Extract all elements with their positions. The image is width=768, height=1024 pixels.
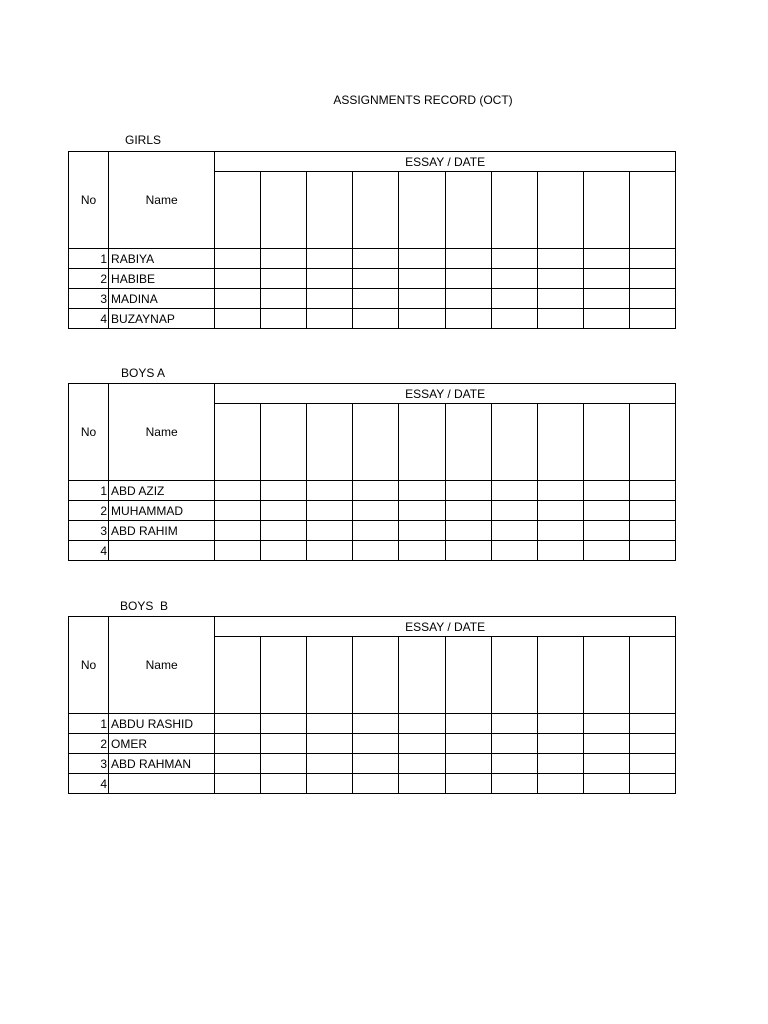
essay-cell[interactable] [537,289,583,309]
essay-cell[interactable] [491,289,537,309]
row-number: 3 [69,521,109,541]
essay-cell[interactable] [215,249,261,269]
essay-cell[interactable] [445,269,491,289]
date-cell[interactable] [399,637,445,714]
row-number: 2 [69,734,109,754]
essay-cell[interactable] [445,289,491,309]
essay-cell[interactable] [537,501,583,521]
date-cell[interactable] [445,404,491,481]
date-cell[interactable] [215,637,261,714]
essay-cell[interactable] [261,541,307,561]
essay-cell[interactable] [307,774,353,794]
essay-cell[interactable] [629,289,675,309]
essay-cell[interactable] [583,289,629,309]
student-name: HABIBE [109,269,215,289]
essay-cell[interactable] [445,734,491,754]
essay-cell[interactable] [583,501,629,521]
record-table-boys-a [68,383,676,561]
date-cell[interactable] [399,404,445,481]
header-name: Name [109,152,215,249]
date-cell[interactable] [215,404,261,481]
essay-cell[interactable] [353,289,399,309]
date-cell[interactable] [261,637,307,714]
essay-cell[interactable] [491,249,537,269]
date-cell[interactable] [261,404,307,481]
essay-cell[interactable] [583,774,629,794]
essay-cell[interactable] [583,269,629,289]
essay-cell[interactable] [215,269,261,289]
header-no: No [69,152,109,249]
header-no: No [69,617,109,714]
student-name: RABIYA [109,249,215,269]
essay-cell[interactable] [307,249,353,269]
essay-cell[interactable] [399,289,445,309]
essay-cell[interactable] [399,774,445,794]
date-cell[interactable] [491,637,537,714]
table-row [69,249,676,269]
essay-cell[interactable] [399,754,445,774]
essay-cell[interactable] [629,481,675,501]
essay-cell[interactable] [307,754,353,774]
essay-cell[interactable] [307,269,353,289]
row-number: 3 [69,289,109,309]
date-cell[interactable] [537,172,583,249]
table-row [69,714,676,734]
essay-cell[interactable] [353,754,399,774]
essay-cell[interactable] [261,249,307,269]
date-cell[interactable] [215,172,261,249]
table-row [69,754,676,774]
essay-cell[interactable] [583,481,629,501]
student-name: MUHAMMAD [109,501,215,521]
essay-cell[interactable] [307,309,353,329]
essay-cell[interactable] [491,481,537,501]
essay-cell[interactable] [445,249,491,269]
essay-cell[interactable] [399,309,445,329]
date-cell[interactable] [491,404,537,481]
date-cell[interactable] [629,404,675,481]
essay-cell[interactable] [537,481,583,501]
date-cell[interactable] [629,172,675,249]
page-title: ASSIGNMENTS RECORD (OCT) [333,93,513,107]
essay-cell[interactable] [307,481,353,501]
essay-cell[interactable] [629,754,675,774]
essay-cell[interactable] [261,289,307,309]
essay-cell[interactable] [215,734,261,754]
table-row [69,309,676,329]
table-row [69,774,676,794]
student-name: MADINA [109,289,215,309]
essay-cell[interactable] [491,714,537,734]
date-cell[interactable] [537,404,583,481]
essay-cell[interactable] [261,309,307,329]
essay-cell[interactable] [537,774,583,794]
group-label-girls: GIRLS [125,133,162,147]
essay-cell[interactable] [353,269,399,289]
essay-cell[interactable] [261,734,307,754]
header-no: No [69,384,109,481]
table-row [69,481,676,501]
row-number: 1 [69,249,109,269]
date-cell[interactable] [445,637,491,714]
table-row [69,269,676,289]
group-label-boys-a: BOYS A [121,366,166,380]
student-name: ABD RAHIM [109,521,215,541]
header-essay-date: ESSAY / DATE [215,384,676,404]
table-row [69,501,676,521]
essay-cell[interactable] [491,774,537,794]
essay-cell[interactable] [215,481,261,501]
essay-cell[interactable] [399,541,445,561]
essay-cell[interactable] [629,521,675,541]
essay-cell[interactable] [399,714,445,734]
essay-cell[interactable] [353,309,399,329]
header-essay-date: ESSAY / DATE [215,617,676,637]
essay-cell[interactable] [215,501,261,521]
essay-cell[interactable] [629,501,675,521]
student-name: ABD AZIZ [109,481,215,501]
essay-cell[interactable] [445,481,491,501]
essay-cell[interactable] [353,714,399,734]
essay-cell[interactable] [537,714,583,734]
essay-cell[interactable] [491,521,537,541]
date-cell[interactable] [353,404,399,481]
essay-cell[interactable] [537,754,583,774]
essay-cell[interactable] [353,734,399,754]
essay-cell[interactable] [583,309,629,329]
essay-cell[interactable] [215,521,261,541]
header-name: Name [109,617,215,714]
table-row [69,734,676,754]
essay-cell[interactable] [629,714,675,734]
essay-cell[interactable] [261,774,307,794]
essay-cell[interactable] [583,249,629,269]
essay-cell[interactable] [215,714,261,734]
essay-cell[interactable] [491,541,537,561]
essay-cell[interactable] [491,501,537,521]
table-row [69,541,676,561]
essay-cell[interactable] [445,521,491,541]
date-cell[interactable] [353,637,399,714]
essay-cell[interactable] [583,541,629,561]
date-cell[interactable] [307,172,353,249]
date-cell[interactable] [629,637,675,714]
essay-cell[interactable] [537,309,583,329]
date-cell[interactable] [307,637,353,714]
essay-cell[interactable] [629,269,675,289]
row-number: 4 [69,309,109,329]
essay-cell[interactable] [537,541,583,561]
essay-cell[interactable] [629,309,675,329]
essay-cell[interactable] [491,269,537,289]
row-number: 4 [69,774,109,794]
record-table-girls [68,151,676,329]
essay-cell[interactable] [445,714,491,734]
essay-cell[interactable] [307,541,353,561]
essay-cell[interactable] [261,714,307,734]
row-number: 3 [69,754,109,774]
essay-cell[interactable] [583,754,629,774]
essay-cell[interactable] [353,249,399,269]
date-cell[interactable] [353,172,399,249]
essay-cell[interactable] [537,734,583,754]
essay-cell[interactable] [261,501,307,521]
essay-cell[interactable] [215,541,261,561]
essay-cell[interactable] [399,269,445,289]
essay-cell[interactable] [629,734,675,754]
essay-cell[interactable] [537,269,583,289]
essay-cell[interactable] [261,754,307,774]
date-cell[interactable] [537,637,583,714]
date-cell[interactable] [583,404,629,481]
row-number: 2 [69,269,109,289]
essay-cell[interactable] [261,269,307,289]
row-number: 1 [69,481,109,501]
essay-cell[interactable] [353,541,399,561]
essay-cell[interactable] [537,249,583,269]
student-name: ABDU RASHID [109,714,215,734]
essay-cell[interactable] [537,521,583,541]
student-name [109,541,215,561]
essay-cell[interactable] [261,521,307,541]
record-table-boys-b [68,616,676,794]
essay-cell[interactable] [399,501,445,521]
student-name: OMER [109,734,215,754]
date-cell[interactable] [307,404,353,481]
essay-cell[interactable] [307,501,353,521]
essay-cell[interactable] [399,249,445,269]
essay-cell[interactable] [445,754,491,774]
essay-cell[interactable] [583,714,629,734]
table-row [69,521,676,541]
date-cell[interactable] [445,172,491,249]
essay-cell[interactable] [399,481,445,501]
essay-cell[interactable] [491,309,537,329]
row-number: 2 [69,501,109,521]
essay-cell[interactable] [629,541,675,561]
student-name: BUZAYNAP [109,309,215,329]
essay-cell[interactable] [353,774,399,794]
essay-cell[interactable] [445,501,491,521]
essay-cell[interactable] [353,521,399,541]
header-name: Name [109,384,215,481]
header-essay-date: ESSAY / DATE [215,152,676,172]
essay-cell[interactable] [399,521,445,541]
essay-cell[interactable] [583,734,629,754]
row-number: 4 [69,541,109,561]
date-cell[interactable] [261,172,307,249]
essay-cell[interactable] [491,734,537,754]
essay-cell[interactable] [629,249,675,269]
date-cell[interactable] [491,172,537,249]
essay-cell[interactable] [215,309,261,329]
essay-cell[interactable] [353,501,399,521]
essay-cell[interactable] [215,774,261,794]
essay-cell[interactable] [583,521,629,541]
group-label-boys-b: BOYS B [120,599,169,613]
student-name: ABD RAHMAN [109,754,215,774]
essay-cell[interactable] [399,734,445,754]
essay-cell[interactable] [215,289,261,309]
date-cell[interactable] [399,172,445,249]
essay-cell[interactable] [307,714,353,734]
essay-cell[interactable] [307,734,353,754]
essay-cell[interactable] [307,289,353,309]
essay-cell[interactable] [261,481,307,501]
essay-cell[interactable] [629,774,675,794]
date-cell[interactable] [583,172,629,249]
student-name [109,774,215,794]
row-number: 1 [69,714,109,734]
essay-cell[interactable] [215,754,261,774]
essay-cell[interactable] [445,541,491,561]
essay-cell[interactable] [307,521,353,541]
essay-cell[interactable] [353,481,399,501]
essay-cell[interactable] [491,754,537,774]
essay-cell[interactable] [445,774,491,794]
date-cell[interactable] [583,637,629,714]
essay-cell[interactable] [445,309,491,329]
table-row [69,289,676,309]
